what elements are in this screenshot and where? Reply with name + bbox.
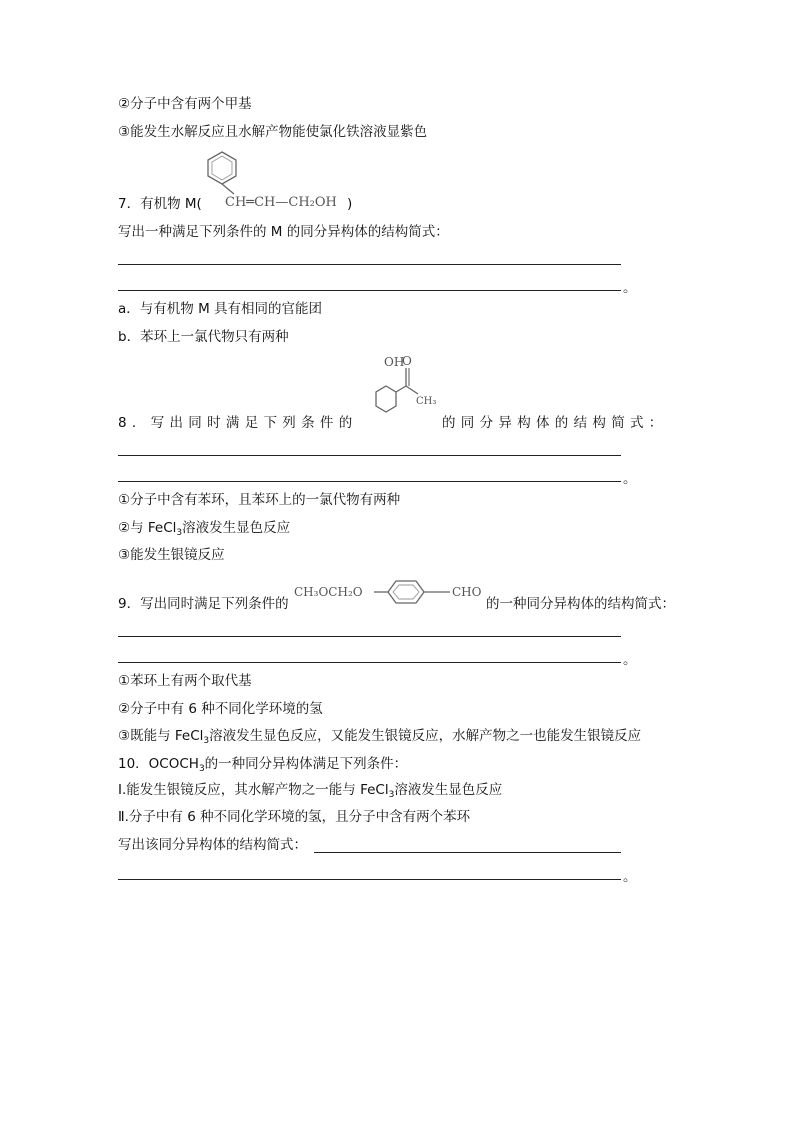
q9-condition-1: ①苯环上有两个取代基 [118, 673, 252, 689]
q9-condition-3-a: ③既能与 FeCl [118, 728, 204, 744]
benzene-ring [376, 386, 396, 412]
q9-structure [292, 578, 488, 608]
q8-condition-2-b: 溶液发生显色反应 [182, 520, 291, 536]
bond [222, 184, 234, 194]
benzene-inner [393, 585, 419, 599]
q10-condition-1-sub: 3 [388, 790, 395, 800]
q8-condition-2-a: ②与 FeCl [118, 520, 177, 536]
q9-condition-3-b: 溶液发生显色反应，又能发生银镜反应，水解产物之一也能发生银镜反应 [209, 728, 642, 744]
q9-left-group: CH₃OCH₂O [294, 585, 363, 599]
q10-condition-1 [118, 781, 502, 804]
q10-answer-line-1[interactable] [314, 852, 621, 853]
q6-condition-2: ②分子中含有两个甲基 [118, 96, 252, 112]
q10-stem [118, 755, 407, 778]
q10-ask: 写出该同分异构体的结构简式： [118, 837, 307, 853]
q10-condition-1-a: Ⅰ.能发生银镜反应，其水解产物之一能与 FeCl [118, 782, 389, 798]
q7-condition-b: b．苯环上一氯代物只有两种 [118, 329, 289, 345]
q10-stem-sub: 3 [198, 764, 205, 774]
q8-stem-start: 8．写出同时满足下列条件的 [118, 415, 358, 431]
q10-stem-b: 的一种同分异构体满足下列条件： [204, 756, 408, 772]
q8-structure [366, 352, 450, 430]
q7-structure-m [198, 146, 348, 212]
benzene-inner [212, 156, 232, 180]
q8-answer-line-1[interactable] [118, 455, 621, 456]
q9-right-group: CHO [452, 585, 482, 599]
bond [396, 386, 406, 392]
q8-answer-line-2[interactable] [118, 481, 621, 482]
q8-condition-1: ①分子中含有苯环，且苯环上的一氯代物有两种 [118, 492, 401, 508]
q7-condition-a: a．与有机物 M 具有相同的官能团 [118, 301, 323, 317]
q8-ch3-label: CH₃ [416, 396, 437, 407]
q9-condition-2: ②分子中有 6 种不同化学环境的氢 [118, 701, 323, 717]
q9-stem-end: 的一种同分异构体的结构简式： [486, 596, 675, 612]
q10-answer-line-2[interactable] [118, 879, 621, 880]
q9-period: 。 [623, 652, 637, 668]
q7-stem-end: ) [347, 196, 353, 212]
q7-ask: 写出一种满足下列条件的 M 的同分异构体的结构简式： [118, 224, 449, 240]
q10-stem-a: 10．OCOCH [118, 756, 199, 772]
q9-condition-3-sub: 3 [203, 736, 210, 746]
q8-period: 。 [623, 471, 637, 487]
q8-condition-2-sub: 3 [176, 528, 183, 538]
q9-stem-start: 9．写出同时满足下列条件的 [118, 596, 289, 612]
q8-condition-2 [118, 519, 290, 542]
q6-condition-3: ③能发生水解反应且水解产物能使氯化铁溶液显紫色 [118, 124, 428, 140]
q7-structure-chain: CH═CH—CH₂OH [225, 195, 337, 210]
q10-condition-2: Ⅱ.分子中有 6 种不同化学环境的氢，且分子中含有两个苯环 [118, 809, 471, 825]
q8-oh-label: OH [384, 355, 405, 369]
q8-o-label: O [402, 354, 412, 368]
q10-condition-1-b: 溶液发生显色反应 [394, 782, 503, 798]
q9-condition-3 [118, 727, 641, 750]
bond [406, 386, 418, 394]
q9-answer-line-2[interactable] [118, 662, 621, 663]
q7-answer-line-2[interactable] [118, 290, 621, 291]
q7-answer-line-1[interactable] [118, 264, 621, 265]
q9-answer-line-1[interactable] [118, 636, 621, 637]
q7-stem-start: 7．有机物 M( [118, 196, 202, 212]
q8-condition-3: ③能发生银镜反应 [118, 547, 225, 563]
q7-period: 。 [623, 280, 637, 296]
q10-period: 。 [623, 869, 637, 885]
q8-stem-end: 的同分异构体的结构简式： [442, 415, 668, 431]
